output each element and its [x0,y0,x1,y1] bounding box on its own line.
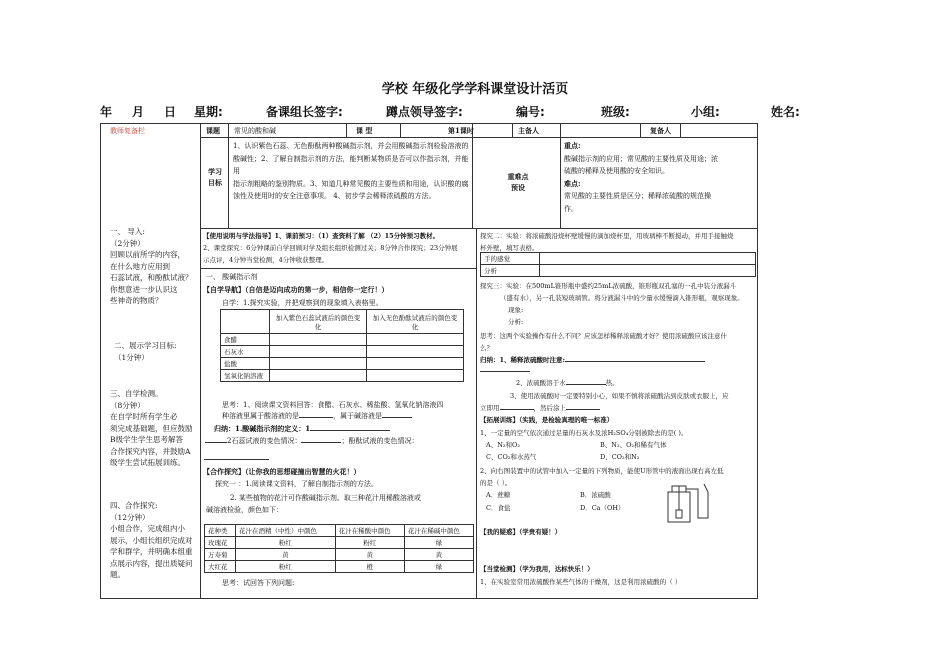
leader-sign-label: 备课组长签字: [266,105,343,119]
explore-one: 探究一 ：1.阅读课文资料，了解自制指示剂的方法。 [215,480,378,488]
flower-table: 花种类 花汁在酒精（中性）中颜色 花汁在稀酸中颜色 花汁在稀碱中颜色 玫瑰花 粉红 粉红 绿 万寿菊 黄 黄 黄 大红花 粉红 橙 绿 [204,524,474,573]
class-label: 班级: [601,105,630,119]
summary-colors: 2石蕊试液的变色情况： ；酚酞试液的变色情况： [205,436,475,447]
usage-guide: 【使用说明与学法指导】1、课前预习：（1）查资料了解 （2）15分钟预习教材。 2、课堂探究：6分钟课前自学回顾对学及组长组织检测过关；8分钟合作探究；23分钟展 示点评，4分钟当堂检测，4分钟收获整理。 [203,232,458,264]
weekday-label: 星期: [194,105,223,119]
summary-definition: 归纳：1.酸碱指示剂的定义：1 [214,424,390,435]
page-title: 学校 年级化学学科课堂设计活页 [381,82,569,97]
day-label: 日 [164,105,177,119]
doubt-heading: 【我的疑惑】（学贵有疑！） [480,528,562,536]
summary-safety: 3、使用浓硫酸时一定要特别小心，如果不慎将浓硫酸沾到皮肤或衣服上，应 立即用 ，然后涂上 [480,392,729,412]
year-label: 年 [100,105,113,119]
host-label: 主备人 [518,126,539,135]
explore-one-step2: 2. 某些植物的花汁可作酸碱指示剂。取三种花汁用稀酸溶液或 碱溶液检验，颜色如下： [206,494,421,514]
class-test-heading: 【当堂检测】（学为我用，达标快乐！） [480,565,594,573]
coop-heading: 【合作探究】（让你我的思想碰撞出智慧的火花！） [203,467,361,476]
question-2-d: D．Ca（OH） [580,504,625,512]
name-label: 姓名: [771,105,800,119]
group-label: 小组: [691,105,720,119]
sensation-table: 手的感觉 分析 [480,252,756,277]
explore-three: 探究三：实验：在500mL锥形瓶中盛约25mL浓硫酸，锥形瓶双孔塞的一孔中装分液漏斗 （盛有水），另一孔装短玻璃管。将分液漏斗中的少量水缓慢滴入锥形瓶，观察现象。 [480,282,744,302]
indicator-table: 加入紫色石蕊试液后的颜色变化 加入无色酚酞试液后的颜色变化 食醋 石灰水 盐酸 氢氧化钠溶液 [220,309,464,382]
question-2-a: A．蔗糖 [486,491,511,499]
think-question-2: 思考：试回答下列问题: [222,579,295,587]
u-tube-apparatus-icon [664,482,714,526]
goals-label: 学习 目标 [208,167,222,187]
month-label: 月 [132,105,145,119]
summary-heat: 2、浓硫酸溶于水 热。 [516,379,619,387]
header-fields [100,103,900,120]
goal-section: 二、展示学习目标: （1分钟） [114,341,177,362]
summary-dilution: 归纳：1、稀释浓硫酸时注意: [480,355,756,366]
self-study-task: 自学：1.探究实验，并把观察到的现象填入表格里。 [222,299,383,307]
intro-section: 一、 导入: （2分钟） 回顾以前所学的内容， 在什么地方应用到 石蕊试液，和酚酞试液？ 你想意进一步认识这 些神奇的物质？ [110,227,193,305]
question-1: 1、一定量的空气依次通过足量的石灰水及浓H₂SO₄分别被除去的是( )。 [480,429,688,437]
analysis-label: 分析: [508,318,524,326]
self-test-section: 三、自学检测。 （8分钟） 在自学时所有学生必 须完成基础题，但应鼓励 B级学生学生思考解答 合作探究内容，并鼓励A 级学生尝试拓展训练。 [110,389,193,467]
extension-heading: 【拓展训练】（实践，是检验真理的唯一标准） [480,416,614,424]
think-question-1: 思考：1、阅读课文资料回答：食醋、石灰水、稀盐酸、氢氧化钠溶液四 种溶液里属于酸溶液的是 ，属于碱溶液是 [222,401,444,420]
type-label: 课 型 [356,126,373,135]
question-1-c: C、CO₂和水蒸气 [486,453,537,461]
question-2: 2、向右图装置中的试管中加入一定量的下列物质，能使U形管中的液面出现右高左低 的是（ ）。 [480,467,724,487]
explore-two: 探究二：实验：将浓硫酸沿烧杯壁缓慢的滴加烧杯里，用玻璃棒不断搅动，并用手接触烧 杯外壁，填写表格。 [480,232,734,252]
question-2-b: B．浓硫酸 [580,491,611,499]
number-label: 编号: [516,105,545,119]
period-value: 第1课时 [448,126,474,135]
question-1-b: B、N₂、O₂和稀有气体 [600,441,667,449]
topic-value: 常见的酸和碱 [234,127,276,135]
question-2-c: C．食盐 [486,504,511,512]
topic-label: 课题 [206,126,220,135]
review-label: 复备人 [650,126,671,135]
teacher-column-header: 教师复备栏 [110,127,145,135]
coop-section: 四、合作探究: （12分钟） 小组合作，完成组内小 展示，小组长组织完成对 学和群学，并明确本组重 点展示内容，提出质疑问 题。 [110,501,193,579]
inspector-sign-label: 蹲点领导签字: [386,105,463,119]
indicator-section-title: 一、 酸碱指示剂 [206,273,258,281]
goals-text: 1、认识紫色石蕊、无色酚酞两种酸碱指示剂，并会用酸碱指示剂检验溶液的 酸碱性；2、了解自制指示剂的方法，能判断某物质是否可以作指示剂，并能用 指示剂粗略的鉴别物质。3、知道几种常见酸的主要性质和用途，认识酸的腐 蚀性及使用时的安全注意事项。 4、初步学会稀释浓硫酸的方法。 [233,142,469,200]
self-nav-heading: 【自学导航】（自信是迈向成功的第一步，相信你一定行！） [203,285,389,294]
think-question-3: 思考：这两个实验操作有什么不同？应该怎样稀释浓硫酸才好？使用浓硫酸应该注意什 么？ [480,332,727,352]
question-1-a: A、N₂和O₂ [486,441,520,449]
question-1-d: D、CO₂和N₂ [600,453,640,461]
phenomenon-label: 现象: [508,306,524,314]
key-points: 重点: 酸碱指示剂的应用；常见酸的主要性质及用途；浓 硫酸的稀释及使用酸的安全知识。 难点: 常见酸的主要性质是区分；稀释浓硫酸的规范操 作。 [564,141,718,213]
key-label: 重难点 预设 [507,172,529,192]
test-question-1: 1、在实验室常用浓硫酸作某些气体的干燥剂，这是利用浓硫酸的（ ） [480,578,682,586]
